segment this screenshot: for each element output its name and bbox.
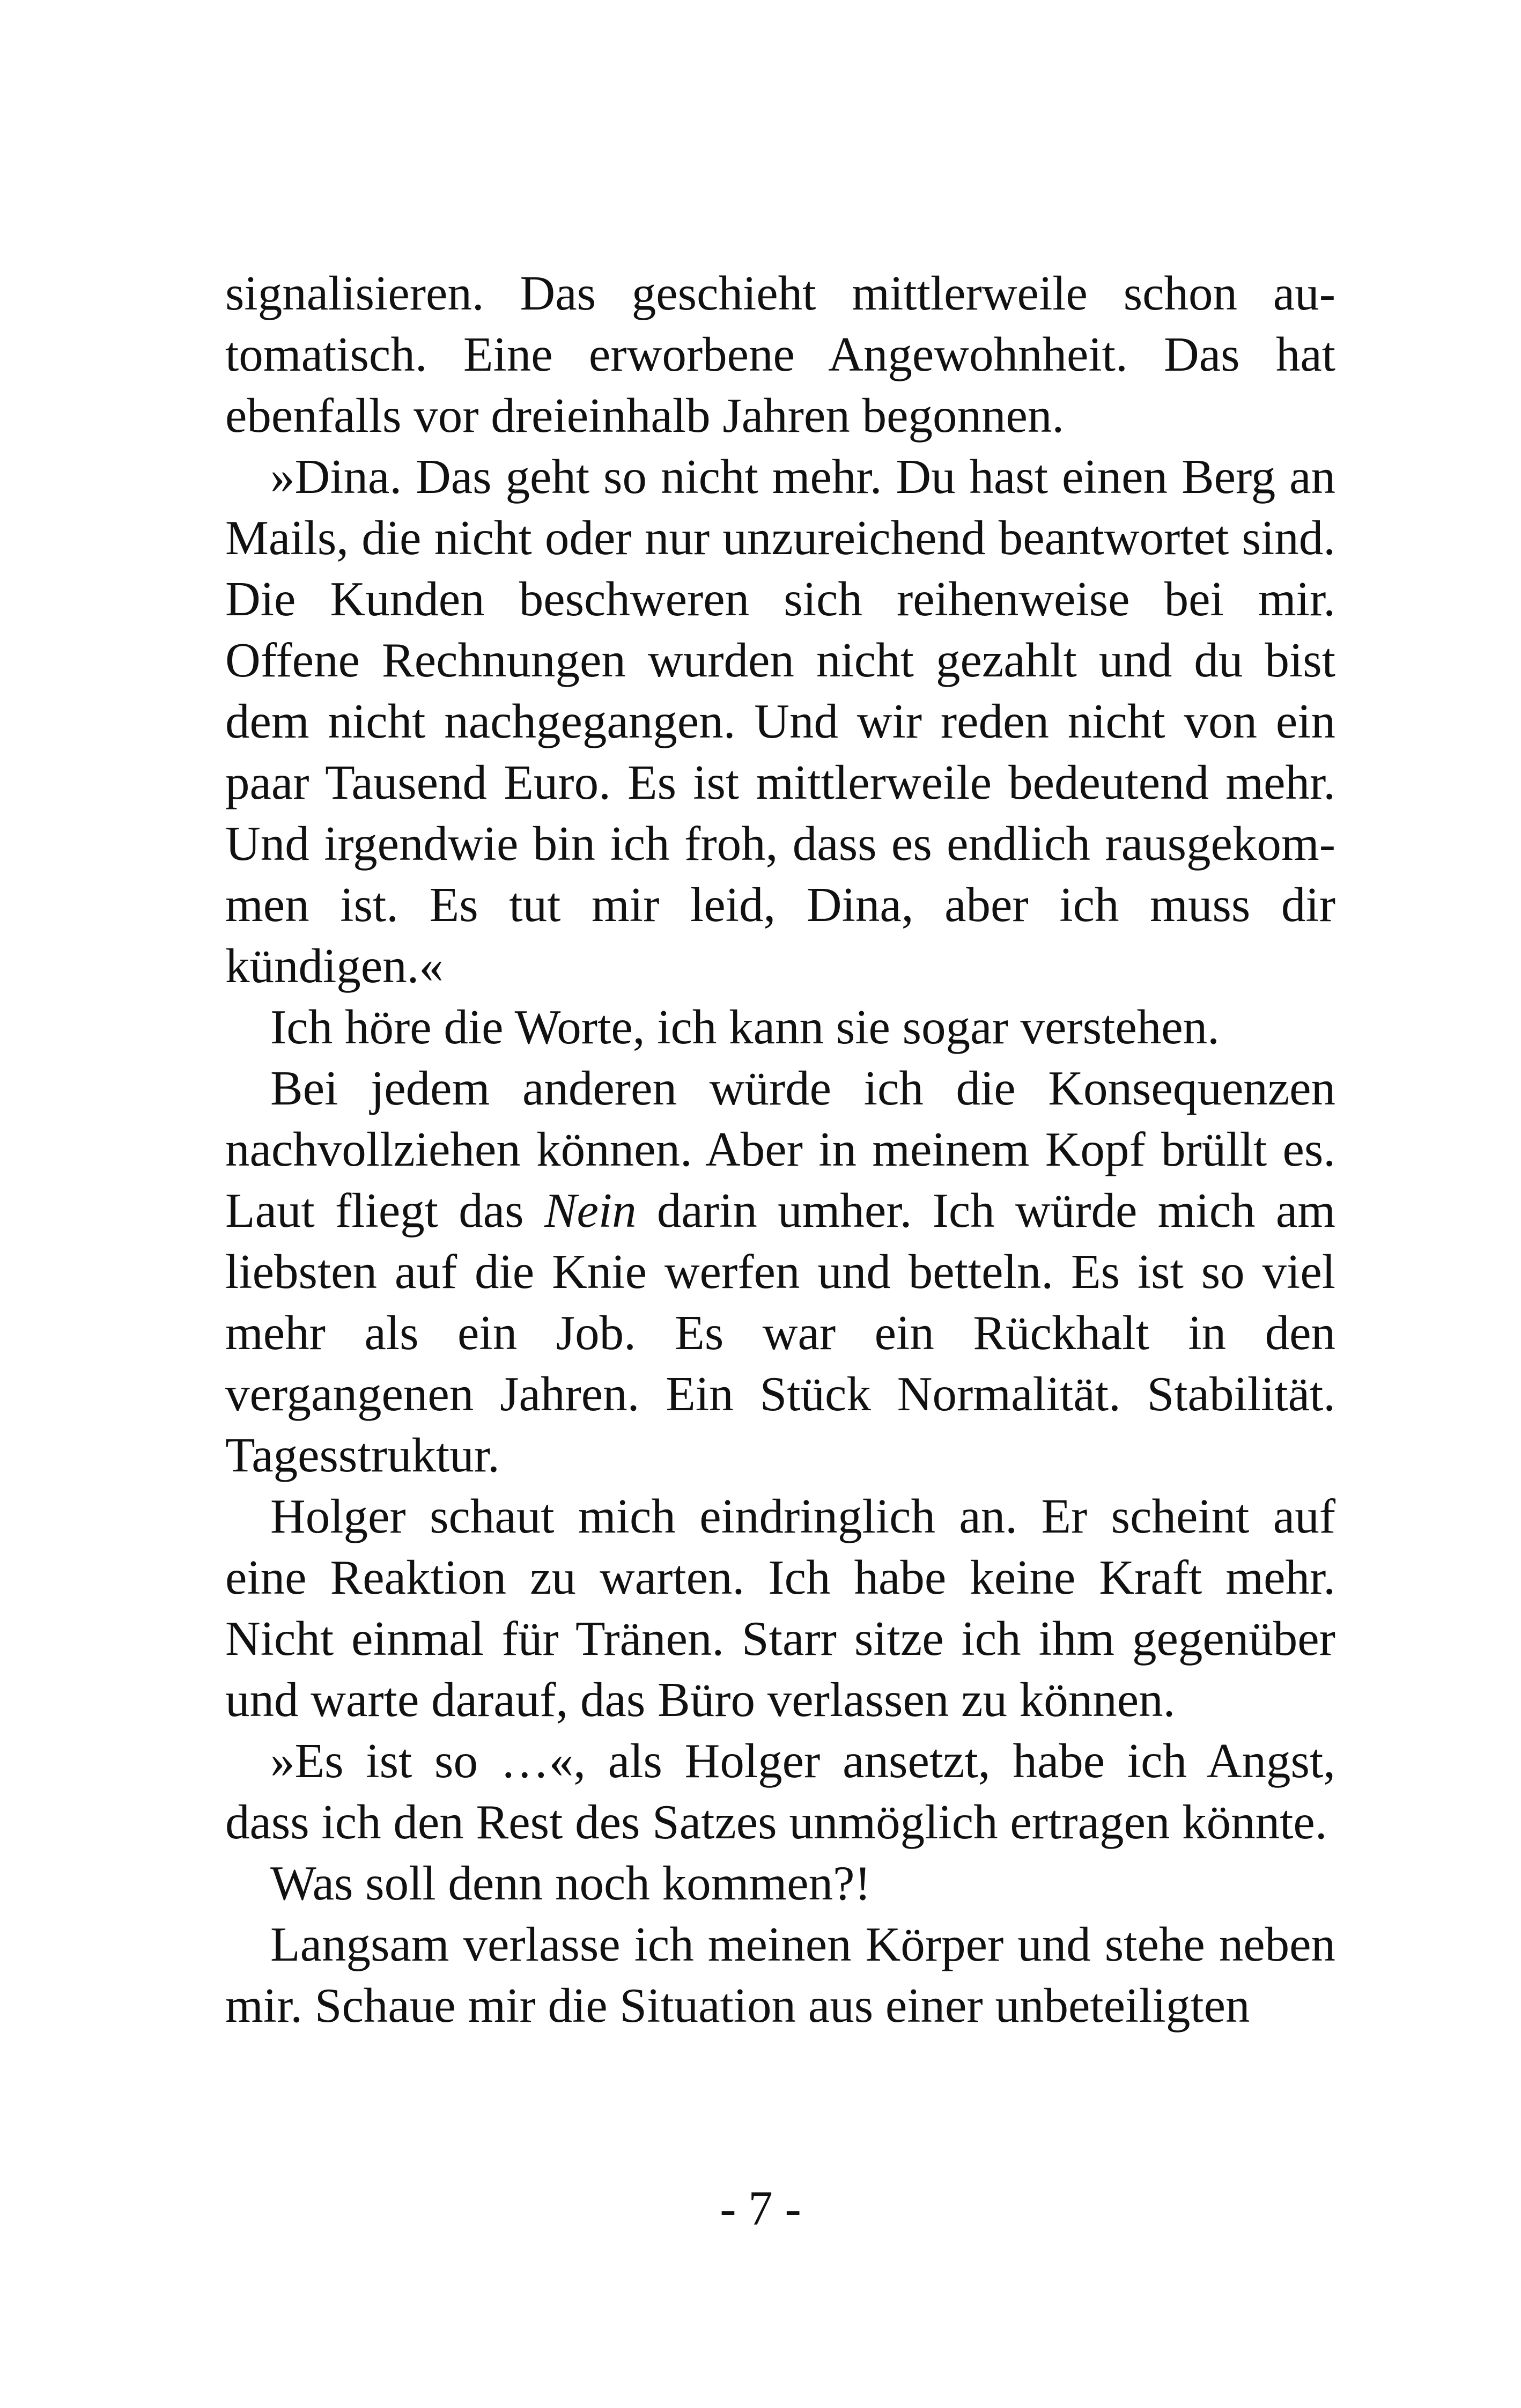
paragraph-what-next: Was soll denn noch kommen?!: [270, 1856, 871, 1910]
page-body: [225, 263, 1335, 2036]
paragraph-hearing-words: Ich höre die Worte, ich kann sie sogar verstehen.: [270, 1000, 1220, 1054]
paragraph-consequences-before: Bei jedem anderen würde ich die Konsequenzen nachvollziehen können. Aber in meinem Kopf brüllt es. Laut fliegt das: [225, 1061, 1335, 1238]
paragraph-holger-looks: Holger schaut mich eindringlich an. Er scheint auf eine Reaktion zu warten. Ich habe keine Kraft mehr. Nicht einmal für Tränen. Starr sitze ich ihm gegenüber und warte darauf, das Büro verlassen zu können.: [225, 1489, 1335, 1727]
paragraph-consequences-after: darin umher. Ich würde mich am liebsten auf die Knie werfen und betteln. Es ist so viel mehr als ein Job. Es war ein Rückhalt in den vergangenen Jahren. Ein Stück Normalität. Stabilität. Tagesstruktur.: [225, 1183, 1335, 1482]
page-number: - 7 -: [720, 2181, 801, 2235]
paragraph-leaving-body: Langsam verlasse ich meinen Körper und stehe neben mir. Schaue mir die Situation aus einer unbeteiligten: [225, 1917, 1335, 2033]
paragraph-holger-speech: »Dina. Das geht so nicht mehr. Du hast einen Berg an Mails, die nicht oder nur unzureichend beantwortet sind. Die Kunden beschweren sich reihenweise bei mir. Offene Rechnungen wurden nicht gezahlt und du bist dem nicht nachgegangen. Und wir reden nicht von ein paar Tausend Euro. Es ist mittlerweile bedeutend mehr. Und irgendwie bin ich froh, dass es endlich rausgekommen ist. Es tut mir leid, Dina, aber ich muss dir kündigen.«: [225, 450, 1335, 993]
paragraph-continuation: signalisieren. Das geschieht mittlerweile schon automatisch. Eine erworbene Angewohnheit. Das hat ebenfalls vor dreieinhalb Jahren begonnen.: [225, 266, 1335, 443]
paragraph-holger-begins: »Es ist so …«, als Holger ansetzt, habe ich Angst, dass ich den Rest des Satzes unmöglich ertragen könnte.: [225, 1734, 1335, 1849]
emphasized-word: Nein: [544, 1183, 637, 1238]
paragraph-consequences: [225, 1058, 1335, 1486]
